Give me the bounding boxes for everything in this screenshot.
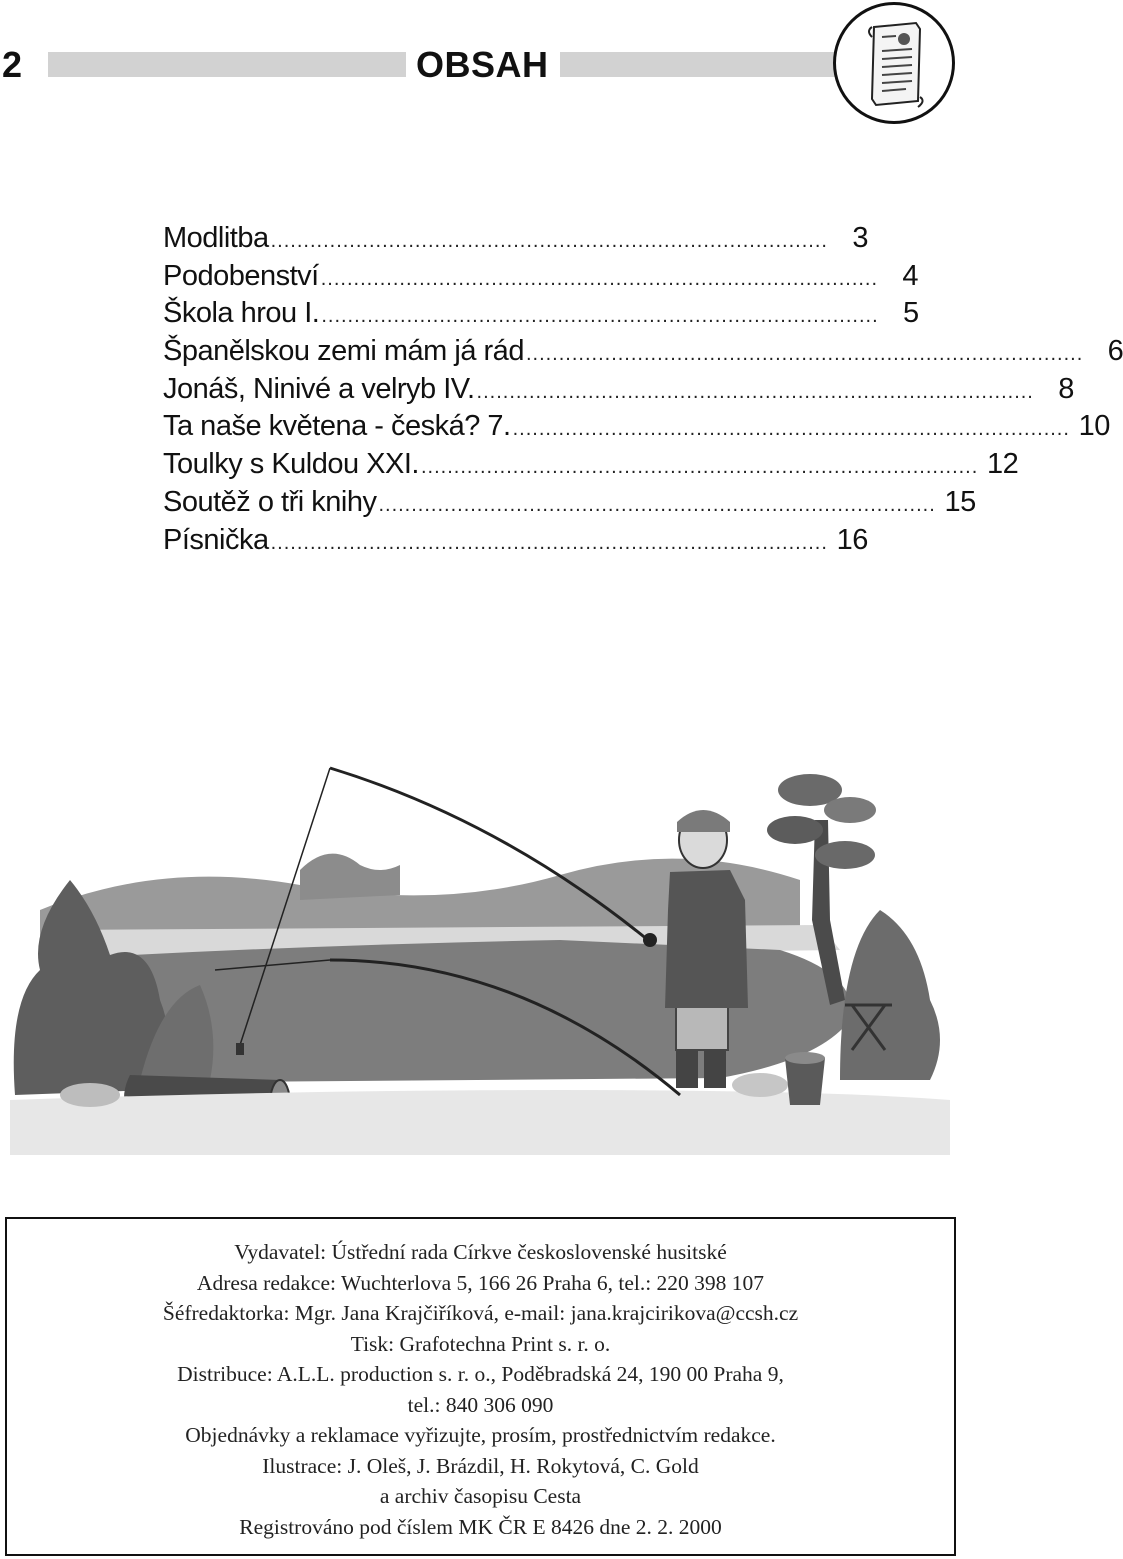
toc-item-page: 4 <box>902 259 919 292</box>
toc-item-page: 8 <box>1058 372 1074 405</box>
toc-leader-dots: ..................................................................................... <box>270 230 828 252</box>
toc-item[interactable] <box>163 297 919 335</box>
imprint-line: Vydavatel: Ústřední rada Církve československé husitské <box>234 1240 727 1264</box>
imprint-line: Distribuce: A.L.L. production s. r. o., Poděbradská 24, 190 00 Praha 9, <box>177 1362 784 1386</box>
page-number: 2 <box>2 44 23 85</box>
toc-leader-dots: ..................................................................................... <box>321 305 879 328</box>
imprint-line: tel.: 840 306 090 <box>407 1392 554 1417</box>
toc-item-title: Podobenství <box>163 259 319 292</box>
imprint-box <box>5 1217 956 1556</box>
toc-item-page: 10 <box>1078 410 1110 443</box>
page-header <box>0 0 960 140</box>
toc-item-page: 12 <box>987 448 1019 481</box>
boy-fishing-illustration <box>0 760 960 1165</box>
toc-item[interactable] <box>163 523 868 562</box>
toc-item[interactable] <box>163 222 868 260</box>
table-of-contents <box>163 222 1123 561</box>
toc-item-title: Soutěž o tři knihy <box>163 485 377 518</box>
imprint-line: Tisk: Grafotechna Print s. r. o. <box>350 1331 611 1356</box>
toc-item-title: Španělskou zemi mám já rád <box>163 335 524 368</box>
toc-item-title: Škola hrou I. <box>163 297 320 330</box>
toc-item-title: Písnička <box>163 523 269 556</box>
imprint-line: Šéfredaktorka: Mgr. Jana Krajčiříková, e-mail: jana.krajcirikova@ccsh.cz <box>162 1301 799 1325</box>
toc-item-page: 15 <box>944 485 976 518</box>
toc-item-page: 3 <box>852 222 868 254</box>
toc-leader-dots: ..................................................................................... <box>320 267 879 290</box>
page-title: OBSAH <box>416 44 549 85</box>
toc-item-title: Toulky s Kuldou XXI. <box>163 448 419 481</box>
imprint-line: Registrováno pod číslem MK ČR E 8426 dne 2. 2. 2000 <box>239 1514 722 1539</box>
toc-item-page: 16 <box>836 523 868 556</box>
toc-item-page: 6 <box>1107 335 1123 368</box>
imprint-line: a archiv časopisu Cesta <box>379 1484 582 1508</box>
toc-item[interactable] <box>163 335 1123 373</box>
parchment-scroll-icon <box>833 2 955 124</box>
toc-item-title: Ta naše květena - česká? 7. <box>163 410 511 443</box>
imprint-line: Objednávky a reklamace vyřizujte, prosím, prostřednictvím redakce. <box>185 1423 776 1447</box>
toc-item[interactable] <box>163 485 976 524</box>
toc-item-page: 5 <box>903 297 919 330</box>
header-bar-right <box>560 52 835 77</box>
toc-leader-dots: ..................................................................................... <box>512 418 1070 441</box>
toc-leader-dots: ..................................................................................... <box>420 456 979 479</box>
toc-item[interactable] <box>163 410 1110 448</box>
toc-item[interactable] <box>163 259 919 298</box>
toc-item-title: Jonáš, Ninivé a velryb IV. <box>163 372 475 405</box>
imprint-line: Ilustrace: J. Oleš, J. Brázdil, H. Rokytová, C. Gold <box>262 1453 699 1478</box>
toc-leader-dots: ..................................................................................... <box>525 343 1084 366</box>
toc-leader-dots: ..................................................................................... <box>270 531 828 554</box>
imprint-line: Adresa redakce: Wuchterlova 5, 166 26 Praha 6, tel.: 220 398 107 <box>196 1270 765 1295</box>
toc-leader-dots: ..................................................................................... <box>476 380 1034 403</box>
toc-leader-dots: ..................................................................................... <box>378 493 936 516</box>
toc-item[interactable] <box>163 448 1019 486</box>
toc-item[interactable] <box>163 372 1074 411</box>
toc-item-title: Modlitba <box>163 222 269 254</box>
header-bar-left <box>48 52 406 77</box>
